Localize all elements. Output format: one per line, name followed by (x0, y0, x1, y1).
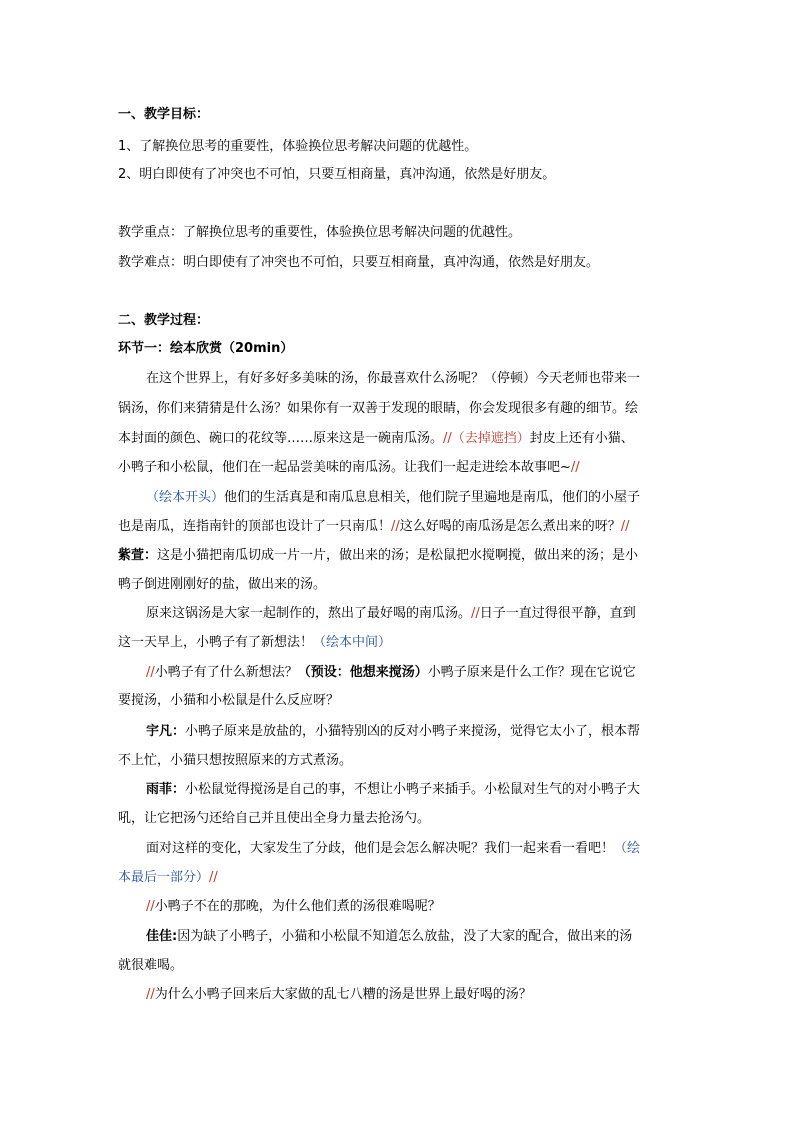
preset-answer: （预设：他想来搅汤） (297, 665, 428, 680)
section2-heading: 二、教学过程： (118, 313, 210, 328)
paragraph-line: 在这个世界上，有好多好多美味的汤，你最喜欢什么汤呢？（停顿）今天老师也带来一 (146, 371, 641, 386)
text-span: 封皮上还有小猫、 (529, 431, 634, 446)
text-span: 这一天早上，小鸭子有了新想法！ (118, 635, 314, 650)
text-span: 这是小猫把南瓜切成一片一片，做出来的汤；是松鼠把水搅啊搅，做出来的汤；是小 (157, 548, 639, 563)
text-span: 为什么小鸭子回来后大家做的乱七八糟的汤是世界上最好喝的汤？ (154, 987, 532, 1002)
note-marker: // (146, 987, 155, 1002)
text-span: 小鸭子原来是放盐的，小猫特别凶的反对小鸭子来搅汤，觉得它太小了，根本帮 (185, 724, 641, 739)
book-section-note: （绘本开头） (146, 490, 225, 505)
book-section-note: （绘本中间） (313, 635, 392, 650)
text-span: 也是南瓜，连指南针的顶部也设计了一只南瓜！ (118, 519, 392, 534)
paragraph-line (146, 781, 640, 799)
paragraph-line: 鸭子倒进刚刚好的盐，做出来的汤。 (118, 577, 327, 592)
paragraph-line (146, 928, 632, 946)
student-name: 紫萱： (118, 548, 158, 563)
text-span: 小松鼠觉得搅汤是自己的事，不想让小鸭子来插手。小松鼠对生气的对小鸭子大 (185, 782, 641, 797)
paragraph-line (146, 489, 640, 507)
book-section-note: （绘 (614, 841, 641, 856)
text-span: 小鸭子和小松鼠，他们在一起品尝美味的南瓜汤。让我们一起走进绘本故事吧~ (118, 460, 571, 475)
note-marker: // (209, 870, 218, 885)
paragraph-line (146, 664, 636, 682)
note-marker: // (146, 665, 155, 680)
note-marker: // (391, 519, 400, 534)
paragraph-line (146, 605, 636, 623)
text-span: 面对这样的变化，大家发生了分歧，他们是会怎么解决呢？我们一起来看一看吧！ (146, 841, 615, 856)
goal-2: 2、明白即使有了冲突也不可怕，只要互相商量，真冲沟通，依然是好朋友。 (118, 167, 556, 182)
note-marker: // (471, 606, 480, 621)
text-span: 他们的生活真是和南瓜息息相关，他们院子里遍地是南瓜，他们的小屋子 (224, 490, 641, 505)
paragraph-line (118, 459, 580, 477)
paragraph-line (118, 869, 218, 887)
paragraph-line: 不上忙，小猫只想按照原来的方式煮汤。 (118, 753, 353, 768)
paragraph-line: 吼，让它把汤勺还给自己并且使出全身力量去抢汤勺。 (118, 811, 431, 826)
text-span: 日子一直过得很平静，直到 (479, 606, 636, 621)
stage1-heading: 环节一：绘本欣赏（20min） (118, 341, 294, 356)
text-span: 小鸭子不在的那晚，为什么他们煮的汤很难喝呢？ (154, 899, 441, 914)
text-span: 小鸭子有了什么新想法？ (154, 665, 298, 680)
text-span: 原来这锅汤是大家一起制作的，熬出了最好喝的南瓜汤。 (146, 606, 472, 621)
paragraph-line: 就很难喝。 (118, 958, 184, 973)
paragraph-line (146, 898, 441, 916)
note-marker: // (620, 519, 630, 534)
text-span: 本封面的颜色、碗口的花纹等……原来这是一碗南瓜汤。 (118, 431, 444, 446)
difficult-point: 教学难点：明白即使有了冲突也不可怕，只要互相商量，真冲沟通，依然是好朋友。 (118, 255, 600, 270)
paragraph-line (118, 547, 638, 565)
paragraph-line (118, 634, 391, 652)
paragraph-line (118, 430, 634, 448)
student-name: 宇凡： (146, 724, 186, 739)
paragraph-line (146, 986, 532, 1004)
note-marker: // (146, 899, 155, 914)
student-name: 雨菲： (146, 782, 186, 797)
goal-1: 1、了解换位思考的重要性，体验换位思考解决问题的优越性。 (118, 139, 478, 154)
paragraph-line (146, 840, 640, 858)
note-marker: // (570, 460, 580, 475)
text-span: 因为缺了小鸭子，小猫和小松鼠不知道怎么放盐，没了大家的配合，做出来的汤 (177, 929, 633, 944)
book-section-note: 本最后一部分） (118, 870, 210, 885)
paragraph-line (118, 518, 630, 536)
paragraph-line: 要搅汤，小猫和小松鼠是什么反应呀？ (118, 693, 340, 708)
paragraph-line: 锅汤，你们来猜猜是什么汤？如果你有一双善于发现的眼睛，你会发现很多有趣的细节。绘 (118, 401, 639, 416)
section1-heading: 一、教学目标： (118, 107, 210, 122)
key-point: 教学重点：了解换位思考的重要性，体验换位思考解决问题的优越性。 (118, 225, 522, 240)
question-text: 这么好喝的南瓜汤是怎么煮出来的呀？ (399, 519, 621, 534)
text-span: 小鸭子原来是什么工作？现在它说它 (427, 665, 636, 680)
paragraph-line (146, 723, 640, 741)
student-name: 佳佳: (146, 929, 178, 944)
note-marker: //（去掉遮挡） (443, 431, 530, 446)
